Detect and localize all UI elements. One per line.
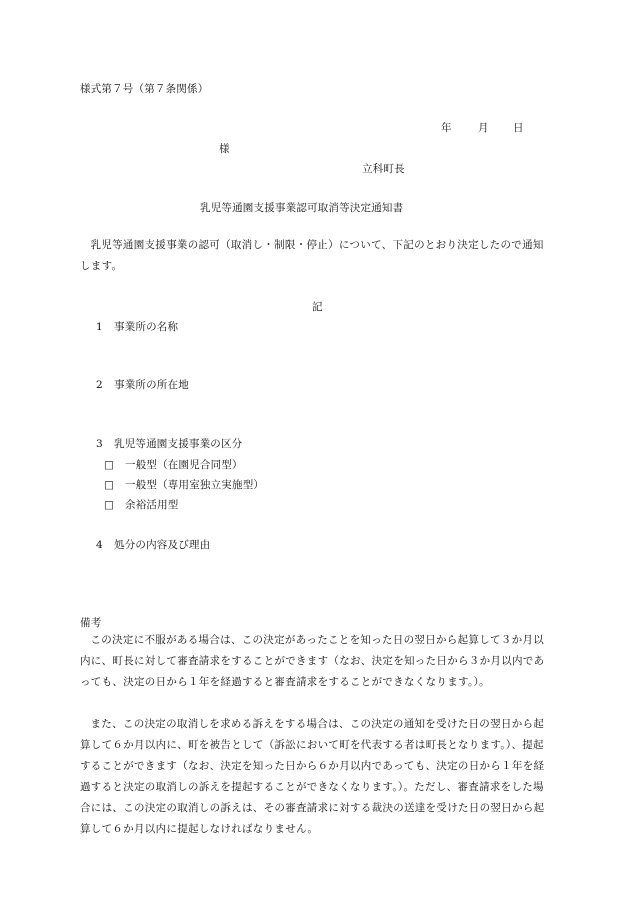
item-label: 事業所の所在地 xyxy=(114,379,189,391)
option-label: 余裕活用型 xyxy=(125,499,179,511)
item-number: 1 xyxy=(96,321,103,333)
ki-heading: 記 xyxy=(312,301,323,313)
intro-paragraph: 乳児等通園支援事業の認可（取消し・制限・停止）について、下記のとおり決定したので通知します。 xyxy=(80,239,544,272)
item-label: 処分の内容及び理由 xyxy=(114,539,211,551)
item-label: 乳児等通園支援事業の区分 xyxy=(114,438,243,450)
document-title: 乳児等通園支援事業認可取消等決定通知書 xyxy=(200,202,404,214)
checkbox[interactable]: □ xyxy=(104,479,115,491)
item-label: 事業所の名称 xyxy=(114,321,179,333)
item-number: 4 xyxy=(96,539,103,551)
item-number: 3 xyxy=(96,438,103,450)
checkbox[interactable]: □ xyxy=(104,459,115,471)
date-day-label: 日 xyxy=(513,122,524,134)
remarks-heading: 備考 xyxy=(80,617,102,629)
issuer: 立科町長 xyxy=(362,163,405,175)
date-year-label: 年 xyxy=(441,122,452,134)
checkbox[interactable]: □ xyxy=(104,499,115,511)
date-month-label: 月 xyxy=(478,122,489,134)
remarks-paragraph-1: この決定に不服がある場合は、この決定があったことを知った日の翌日から起算して３か月以内に、町長に対して審査請求をすることができます（なお、決定を知った日から３か月以内であっても、決定の日から１年を経過すると審査請求をすることができなくなります。）。 xyxy=(80,634,545,688)
item-number: 2 xyxy=(96,379,103,391)
remarks-paragraph-2: また、この決定の取消しを求める訴えをする場合は、この決定の通知を受けた日の翌日から起算して６か月以内に、町を被告として（訴訟において町を代表する者は町長となります。）、提起することができます（なお、決定を知った日から６か月以内であっても、決定の日から１年を経過すると決定の取消しの訴えを提起することができなくなります。）。ただし、審査請求をした場合には、この決定の取消しの訴えは、その審査請求に対する裁決の送達を受けた日の翌日から起算して６か月以内に提起しなければなりません。 xyxy=(80,718,545,835)
option-label: 一般型（在園児合同型） xyxy=(125,459,243,471)
option-label: 一般型（専用室独立実施型） xyxy=(125,479,265,491)
form-number: 様式第７号（第７条関係） xyxy=(80,83,209,95)
addressee-suffix: 様 xyxy=(219,143,230,155)
